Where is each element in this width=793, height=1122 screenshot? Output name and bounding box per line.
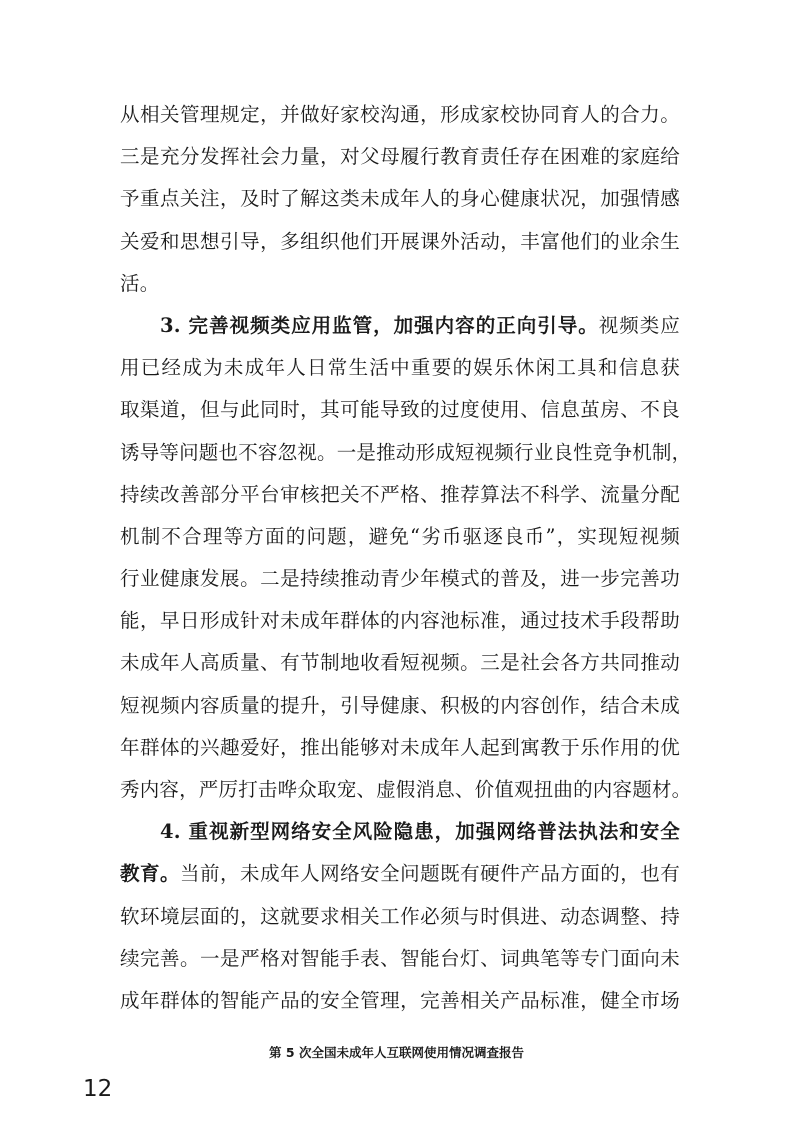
text-line: 秀内容，严厉打击哗众取宠、虚假消息、价值观扭曲的内容题材。 — [120, 778, 692, 801]
text-line: 未成年人高质量、有节制地收看短视频。三是社会各方共同推动 — [120, 651, 680, 675]
body-text — [120, 94, 692, 1022]
text-line: 续完善。一是严格对智能手表、智能台灯、词典笔等专门面向未 — [120, 946, 680, 970]
text-line: 活。 — [120, 271, 160, 295]
section-heading-3 — [120, 305, 680, 347]
text-line: 年群体的兴趣爱好，推出能够对未成年人起到寓教于乐作用的优 — [120, 735, 680, 759]
text-line: 行业健康发展。二是持续推动青少年模式的普及，进一步完善功 — [120, 567, 680, 591]
footer-report-title: 第 5 次全国未成年人互联网使用情况调查报告 — [269, 1045, 524, 1060]
text-line: 成年群体的智能产品的安全管理，完善相关产品标准，健全市场 — [120, 988, 680, 1012]
page-number: 12 — [83, 1076, 113, 1102]
section-heading-3-continuation: 视频类应 — [598, 313, 680, 337]
text-line: 持续改善部分平台审核把关不严格、推荐算法不科学、流量分配 — [120, 482, 680, 506]
section-heading-4-title-end: 教育。 — [120, 862, 181, 886]
text-line: 取渠道，但与此同时，其可能导致的过度使用、信息茧房、不良 — [120, 398, 680, 422]
text-line: 用已经成为未成年人日常生活中重要的娱乐休闲工具和信息获 — [120, 356, 680, 380]
section-heading-4-continuation: 当前，未成年人网络安全问题既有硬件产品方面的，也有 — [180, 862, 680, 886]
section-heading-4-line2 — [120, 853, 680, 895]
text-line: 予重点关注，及时了解这类未成年人的身心健康状况，加强情感 — [120, 187, 680, 211]
text-line: 机制不合理等方面的问题，避免“劣币驱逐良币”，实现短视频 — [120, 524, 680, 548]
text-line: 关爱和思想引导，多组织他们开展课外活动，丰富他们的业余生 — [120, 229, 680, 253]
text-line: 短视频内容质量的提升，引导健康、积极的内容创作，结合未成 — [120, 693, 680, 717]
text-line: 能，早日形成针对未成年群体的内容池标准，通过技术手段帮助 — [120, 609, 680, 633]
text-line: 从相关管理规定，并做好家校沟通，形成家校协同育人的合力。 — [120, 103, 680, 126]
text-line: 诱导等问题也不容忽视。一是推动形成短视频行业良性竞争机制， — [120, 440, 692, 464]
section-heading-3-title: 3. 完善视频类应用监管，加强内容的正向引导。 — [160, 313, 599, 337]
text-line: 三是充分发挥社会力量，对父母履行教育责任存在困难的家庭给 — [120, 145, 680, 169]
text-line: 软环境层面的，这就要求相关工作必须与时俱进、动态调整、持 — [120, 904, 680, 928]
section-heading-4-title: 4. 重视新型网络安全风险隐患，加强网络普法执法和安全 — [160, 820, 680, 844]
